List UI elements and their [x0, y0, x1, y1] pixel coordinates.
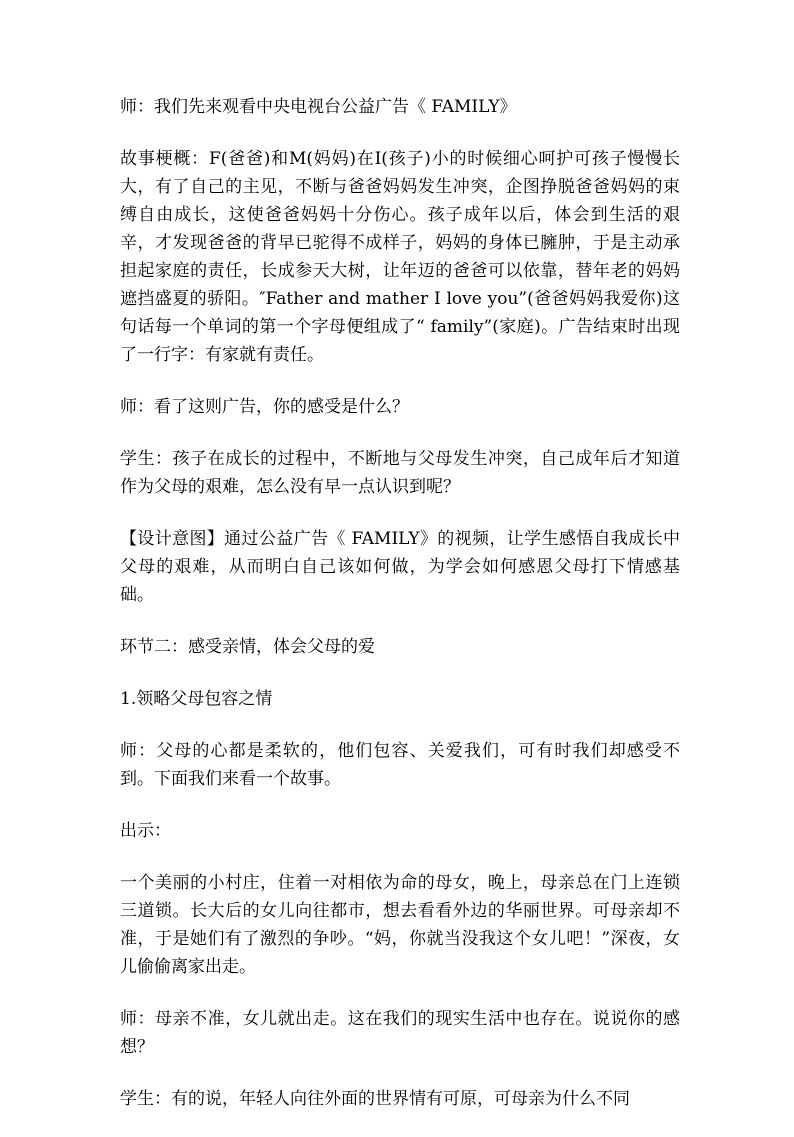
- section-heading: 环节二：感受亲情，体会父母的爱: [120, 637, 375, 657]
- document-page: [120, 93, 680, 1137]
- subsection-heading: 1.领略父母包容之情: [120, 689, 273, 709]
- paragraph-teacher-story-intro: 师：父母的心都是柔软的，他们包容、关爱我们，可有时我们却感受不到。下面我们来看一个故事。: [120, 741, 680, 789]
- paragraph-student-answer: 学生：孩子在成长的过程中，不断地与父母发生冲突，自己成年后才知道作为父母的艰难，怎么没有早一点认识到呢？: [120, 449, 680, 497]
- paragraph-design-intent: 【设计意图】通过公益广告《 FAMILY》的视频，让学生感悟自我成长中父母的艰难，从而明白自己该如何做，为学会如何感恩父母打下情感基础。: [120, 529, 680, 605]
- paragraph-story-summary: 故事梗概：F(爸爸)和M(妈妈)在I(孩子)小的时候细心呵护可孩子慢慢长大，有了自己的主见，不断与爸爸妈妈发生冲突，企图挣脱爸爸妈妈的束缚自由成长，这使爸爸妈妈十分伤心。孩子成年以后，体会到生活的艰辛，才发现爸爸的背早已驼得不成样子，妈妈的身体已臃肿，于是主动承担起家庭的责任，长成参天大树，让年迈的爸爸可以依靠，替年老的妈妈遮挡盛夏的骄阳。″Father and mather I love you”(爸爸妈妈我爱你)这句话每一个单词的第一个字母便组成了“ family”(家庭)。广告结束时出现了一行字：有家就有责任。: [120, 149, 680, 365]
- paragraph-teacher-question: 师：看了这则广告，你的感受是什么？: [120, 397, 409, 417]
- paragraph-show-label: 出示：: [120, 821, 171, 841]
- paragraph-student-reflection: 学生：有的说，年轻人向往外面的世界情有可原，可母亲为什么不同: [120, 1089, 630, 1109]
- paragraph-story: 一个美丽的小村庄，住着一对相依为命的母女，晚上，母亲总在门上连锁三道锁。长大后的女儿向往都市，想去看看外边的华丽世界。可母亲却不准，于是她们有了激烈的争吵。“妈，你就当没我这个女儿吧！”深夜，女儿偷偷离家出走。: [120, 873, 680, 977]
- paragraph-teacher-intro: 师：我们先来观看中央电视台公益广告《 FAMILY》: [120, 97, 517, 117]
- paragraph-teacher-reflection: 师：母亲不准，女儿就出走。这在我们的现实生活中也存在。说说你的感想？: [120, 1009, 680, 1057]
